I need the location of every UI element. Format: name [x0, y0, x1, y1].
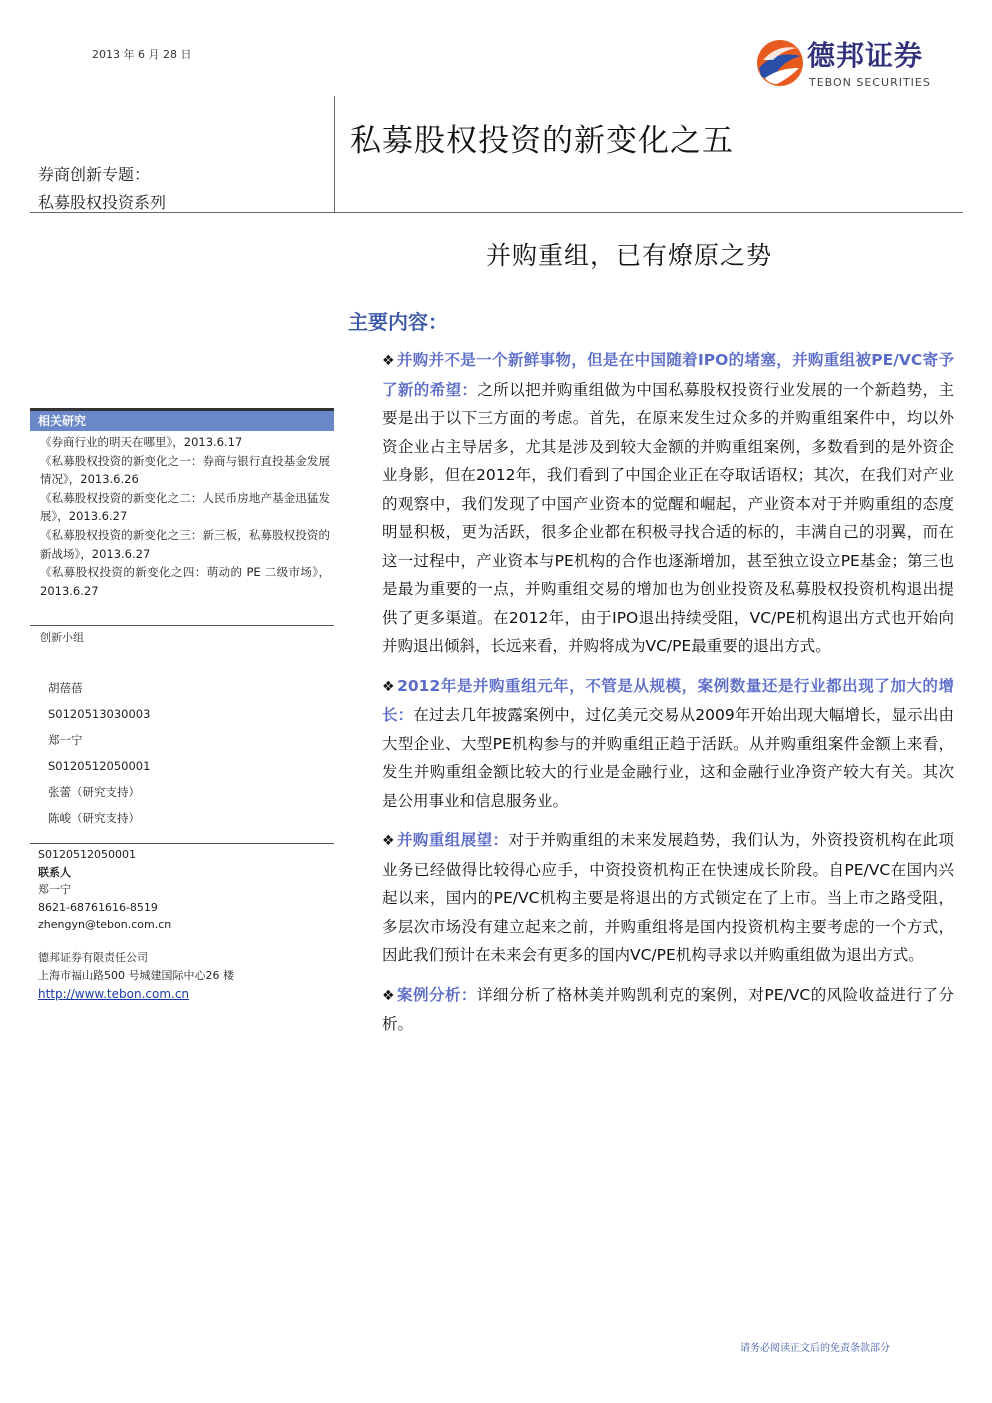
team-title: 创新小组 — [40, 631, 84, 644]
summary-heading: 主要内容： — [348, 310, 448, 334]
page-title: 私募股权投资的新变化之五 — [350, 123, 734, 159]
team-member: 胡蓓蓓 — [48, 681, 83, 695]
sidebar-divider — [30, 625, 334, 626]
paragraph-highlight: 2012年是并购重组元年，不管是从规模，案例数量还是行业都出现了加大的增长： — [382, 676, 954, 724]
diamond-bullet-icon: ❖ — [382, 987, 396, 1004]
summary-paragraph — [382, 672, 954, 816]
contact-name: 郑一宁 — [38, 883, 71, 896]
paragraph-text: 之所以把并购重组做为中国私募股权投资行业发展的一个新趋势，主要是出于以下三方面的考虑。首先，在原来发生过众多的并购重组案件中，均以外资企业占主导居多，尤其是涉及到较大金额的并购重组案例，多数看到的是外资企业身影，但在2012年，我们看到了中国企业正在夺取话语权；其次，在我们对产业的观察中，我们发现了中国产业资本的觉醒和崛起，产业资本对于并购重组的态度明显积极，更为活跃，很多企业都在积极寻找合适的标的，丰满自己的羽翼，而在这一过程中，产业资本与PE机构的合作也逐渐增加，甚至独立设立PE基金；第三也是最为重要的一点，并购重组交易的增加也为创业投资及私募股权投资机构退出提供了更多渠道。在2012年，由于IPO退出持续受阻，VC/PE机构退出方式也开始向并购退出倾斜，长远来看，并购将成为VC/PE最重要的退出方式。 — [382, 380, 954, 655]
contact-email: zhengyn@tebon.com.cn — [38, 918, 172, 931]
team-member-id: S0120513030003 — [48, 707, 151, 721]
paragraph-text: 在过去几年披露案例中，过亿美元交易从2009年开始出现大幅增长，显示出由大型企业、大型PE机构参与的并购重组正趋于活跃。从并购重组案件金额上来看，发生并购重组金额比较大的行业是金融行业，这和金融行业净资产较大有关。其次是公用事业和信息服务业。 — [382, 706, 954, 810]
logo-english-text: TEBON SECURITIES — [809, 76, 931, 89]
contact-block — [38, 846, 171, 934]
related-research-item: 《私募股权投资的新变化之四：萌动的 PE 二级市场》，2013.6.27 — [40, 565, 330, 598]
team-member-id: S0120512050001 — [48, 759, 151, 773]
diamond-bullet-icon: ❖ — [382, 833, 395, 849]
team-member: 陈峻（研究支持） — [48, 811, 140, 825]
diamond-bullet-icon: ❖ — [382, 678, 396, 695]
tebon-logo — [755, 38, 945, 92]
contact-label: 联系人 — [38, 865, 71, 879]
related-research-item: 《私募股权投资的新变化之一：券商与银行直投基金发展情况》，2013.6.26 — [40, 453, 330, 487]
header-horizontal-divider — [30, 212, 963, 213]
contact-id: S0120512050001 — [38, 848, 136, 861]
related-research-item: 《券商行业的明天在哪里》，2013.6.17 — [40, 435, 243, 449]
paragraph-highlight: 并购重组展望： — [396, 831, 509, 849]
summary-content — [382, 346, 954, 1050]
related-research-item: 《私募股权投资的新变化之二：人民币房地产基金迅猛发展》，2013.6.27 — [40, 490, 330, 524]
company-website-link[interactable]: http://www.tebon.com.cn — [38, 987, 190, 1001]
paragraph-text: 对于并购重组的未来发展趋势，我们认为，外资投资机构在此项业务已经做得比较得心应手，中资投资机构正在快速成长阶段。自PE/VC在国内兴起以来，国内的PE/VC机构主要是将退出的方式锁定在了上市。当上市之路受阻，多层次市场没有建立起来之前，并购重组将是国内投资机构主要考虑的一个方式，因此我们预计在未来会有更多的国内VC/PE机构寻求以并购重组做为退出方式。 — [382, 831, 954, 964]
series-label-line1: 券商创新专题： — [38, 165, 151, 184]
tebon-logo-mark-icon — [755, 38, 805, 88]
paragraph-highlight: 案例分析： — [397, 985, 477, 1004]
summary-paragraph — [382, 981, 954, 1039]
paragraph-highlight: 并购并不是一个新鲜事物，但是在中国随着IPO的堵塞，并购重组被PE/VC寄予了新的希望： — [382, 351, 954, 399]
team-list — [48, 675, 150, 831]
diamond-bullet-icon: ❖ — [382, 353, 395, 369]
related-research-header: 相关研究 — [30, 411, 334, 431]
team-member: 张蕾（研究支持） — [48, 785, 140, 799]
related-research-item: 《私募股权投资的新变化之三：新三板，私募股权投资的新战场》，2013.6.27 — [40, 527, 330, 561]
summary-paragraph — [382, 346, 954, 661]
company-block — [38, 949, 234, 1004]
logo-chinese-text: 德邦证券 — [807, 39, 924, 72]
company-address: 上海市福山路500 号城建国际中心26 楼 — [38, 969, 234, 982]
summary-paragraph — [382, 826, 954, 970]
disclaimer-footer: 请务必阅读正文后的免责条款部分 — [740, 1343, 890, 1354]
paragraph-text: 详细分析了格林美并购凯利克的案例，对PE/VC的风险收益进行了分析。 — [382, 985, 954, 1033]
related-research-list — [40, 433, 330, 600]
company-name: 德邦证券有限责任公司 — [38, 951, 148, 964]
sidebar-divider — [30, 843, 334, 844]
team-member: 郑一宁 — [48, 733, 83, 747]
header-vertical-divider — [334, 96, 335, 212]
series-label-line2: 私募股权投资系列 — [38, 193, 167, 212]
report-date: 2013 年 6 月 28 日 — [92, 48, 192, 61]
contact-phone: 8621-68761616-8519 — [38, 900, 158, 914]
report-subtitle: 并购重组，已有燎原之势 — [486, 241, 773, 270]
